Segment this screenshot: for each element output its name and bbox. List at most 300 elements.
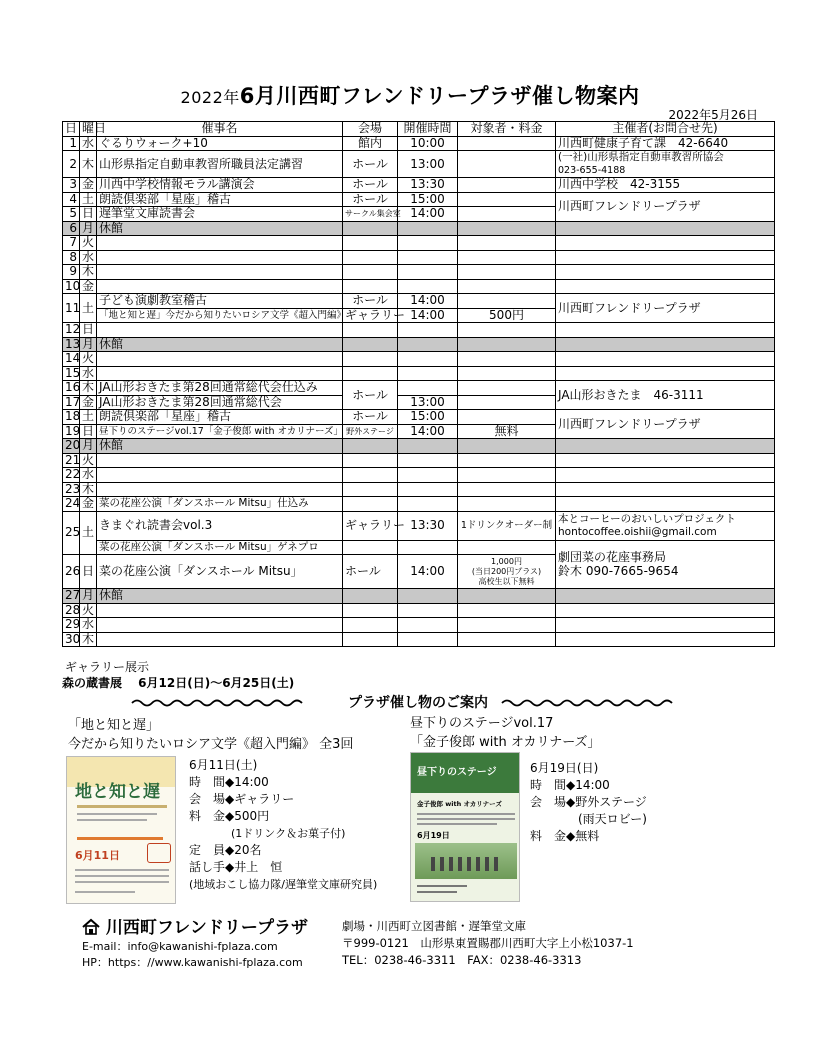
day-cell: 14 — [63, 352, 80, 367]
footer-address: 〒999-0121 山形県東置賜郡川西町大字上小松1037-1 — [342, 936, 634, 950]
event-cell — [97, 265, 343, 280]
fee-cell — [458, 323, 556, 338]
fee-cell — [458, 497, 556, 512]
table-row — [63, 151, 775, 178]
time-cell — [398, 221, 458, 236]
event1-title-line1: 「地と知と遅」 — [68, 718, 160, 733]
col-time: 開催時間 — [398, 122, 458, 137]
col-day: 日 — [63, 122, 80, 137]
col-event: 催事名 — [97, 122, 343, 137]
fee-cell — [458, 439, 556, 454]
footer-email[interactable]: E-mail：info@kawanishi-fplaza.com — [82, 940, 278, 953]
issued-date: 2022年5月26日 — [668, 108, 758, 122]
event2-time: 時 間◆14:00 — [530, 778, 610, 792]
flyer-date: 6月19日 — [417, 831, 450, 840]
event-cell: ぐるりウォーク+10 — [97, 136, 343, 151]
venue-cell — [343, 323, 398, 338]
event2-fee: 料 金◆無料 — [530, 829, 600, 843]
col-organizer: 主催者(お問合せ先) — [556, 122, 775, 137]
day-cell: 10 — [63, 279, 80, 294]
day-cell: 2 — [63, 151, 80, 178]
day-cell: 9 — [63, 265, 80, 280]
table-row — [63, 265, 775, 280]
fee-cell — [458, 151, 556, 178]
event-cell — [97, 352, 343, 367]
day-cell: 11 — [63, 294, 80, 323]
day-cell: 21 — [63, 453, 80, 468]
fee-line: 高校生以下無料 — [478, 576, 535, 586]
event1-flyer-image — [66, 756, 176, 904]
organizer-email: hontocoffee.oishii@gmail.com — [558, 525, 717, 538]
day-cell: 7 — [63, 236, 80, 251]
fee-cell — [458, 395, 556, 410]
event-cell: きまぐれ読書会vol.3 — [97, 511, 343, 540]
table-row — [63, 381, 775, 396]
organizer-cell — [556, 151, 775, 178]
time-cell — [398, 439, 458, 454]
weekday-cell: 木 — [80, 151, 97, 178]
venue-cell: 館内 — [343, 136, 398, 151]
organizer-cell — [556, 540, 775, 589]
flyer-date: 6月11日 — [75, 849, 120, 862]
fee-cell — [458, 410, 556, 425]
event1-title — [68, 716, 353, 754]
organizer-cell — [556, 497, 775, 512]
weekday-cell: 火 — [80, 453, 97, 468]
event2-details — [530, 760, 647, 845]
weekday-cell: 月 — [80, 221, 97, 236]
event-cell: 菜の花座公演「ダンスホール Mitsu」仕込み — [97, 497, 343, 512]
weekday-cell: 水 — [80, 366, 97, 381]
event1-fee-note: (1ドリンク＆お菓子付) — [231, 827, 346, 840]
venue-cell — [343, 337, 398, 352]
organizer-cell: 川西町フレンドリープラザ — [556, 410, 775, 439]
organizer-cell — [556, 366, 775, 381]
day-cell: 26 — [63, 555, 80, 589]
time-cell: 14:00 — [398, 308, 458, 323]
table-row-closed — [63, 439, 775, 454]
time-cell: 13:00 — [398, 395, 458, 410]
time-cell — [398, 236, 458, 251]
col-weekday: 曜日 — [80, 122, 97, 137]
time-cell — [398, 497, 458, 512]
organizer-cell — [556, 468, 775, 483]
fee-cell — [458, 453, 556, 468]
table-row — [63, 410, 775, 425]
time-cell: 13:30 — [398, 511, 458, 540]
organizer-cell — [556, 352, 775, 367]
venue-cell: サークル集会室 — [343, 207, 398, 222]
event-cell: JA山形おきたま第28回通常総代会 — [97, 395, 343, 410]
fee-line: 1,000円 — [491, 556, 522, 566]
event2-title-line2: 「金子俊郎 with オカリナーズ」 — [410, 735, 601, 750]
fee-line: (当日200円プラス) — [471, 566, 542, 576]
gallery-item: 森の蔵書展 6月12日(日)～6月25日(土) — [62, 676, 295, 690]
day-cell: 28 — [63, 603, 80, 618]
event-cell: 子ども演劇教室稽古 — [97, 294, 343, 309]
time-cell — [398, 632, 458, 647]
venue-cell: ギャラリー — [343, 511, 398, 540]
fee-cell — [458, 468, 556, 483]
time-cell: 15:00 — [398, 410, 458, 425]
weekday-cell: 月 — [80, 337, 97, 352]
time-cell — [398, 603, 458, 618]
event-cell: 菜の花座公演「ダンスホール Mitsu」ゲネプロ — [97, 540, 343, 555]
time-cell — [398, 323, 458, 338]
day-cell: 6 — [63, 221, 80, 236]
guide-heading — [62, 692, 774, 714]
day-cell: 18 — [63, 410, 80, 425]
organizer-cell — [556, 279, 775, 294]
day-cell: 23 — [63, 482, 80, 497]
day-cell: 13 — [63, 337, 80, 352]
fee-cell — [458, 207, 556, 222]
organizer-cell — [556, 482, 775, 497]
organizer-cell — [556, 453, 775, 468]
table-row — [63, 294, 775, 309]
guide-title: プラザ催し物のご案内 — [348, 695, 488, 711]
event-cell — [97, 250, 343, 265]
venue-cell — [343, 236, 398, 251]
event-cell: 休館 — [97, 589, 343, 604]
event-cell: 菜の花座公演「ダンスホール Mitsu」 — [97, 555, 343, 589]
venue-cell: ホール — [343, 555, 398, 589]
fee-cell — [458, 337, 556, 352]
weekday-cell: 木 — [80, 381, 97, 396]
weekday-cell: 日 — [80, 424, 97, 439]
event-cell: 昼下りのステージvol.17「金子俊郎 with オカリナーズ」 — [97, 424, 343, 439]
venue-cell — [343, 279, 398, 294]
logo-text: 川西町フレンドリープラザ — [105, 918, 308, 938]
event-cell: 朗読倶楽部「星座」稽古 — [97, 410, 343, 425]
day-cell: 4 — [63, 192, 80, 207]
table-row — [63, 632, 775, 647]
fee-cell — [458, 482, 556, 497]
flyer-subtitle: 金子俊郎 with オカリナーズ — [417, 800, 502, 808]
organizer-cell — [556, 589, 775, 604]
venue-cell — [343, 352, 398, 367]
venue-cell: ホール — [343, 381, 398, 410]
fee-cell — [458, 279, 556, 294]
venue-cell — [343, 250, 398, 265]
venue-cell — [343, 618, 398, 633]
event-cell: 川西中学校情報モラル講演会 — [97, 178, 343, 193]
time-cell: 13:30 — [398, 178, 458, 193]
venue-cell: ホール — [343, 410, 398, 425]
weekday-cell: 金 — [80, 395, 97, 410]
weekday-cell: 金 — [80, 497, 97, 512]
time-cell — [398, 618, 458, 633]
weekday-cell: 日 — [80, 555, 97, 589]
fee-cell: 無料 — [458, 424, 556, 439]
house-logo-icon — [82, 919, 100, 935]
weekday-cell: 火 — [80, 236, 97, 251]
venue-cell — [343, 439, 398, 454]
table-row-closed — [63, 589, 775, 604]
table-row-closed — [63, 221, 775, 236]
event-cell — [97, 453, 343, 468]
time-cell — [398, 265, 458, 280]
venue-cell: ホール — [343, 178, 398, 193]
footer-contact — [82, 939, 303, 971]
fee-cell — [458, 352, 556, 367]
fee-cell — [458, 555, 556, 589]
event-cell — [97, 323, 343, 338]
fee-cell — [458, 221, 556, 236]
table-row — [63, 136, 775, 151]
fee-cell — [458, 178, 556, 193]
event-cell: 休館 — [97, 337, 343, 352]
footer-tel: TEL：0238-46-3311 FAX：0238-46-3313 — [342, 953, 582, 967]
fee-cell — [458, 236, 556, 251]
event-cell: 山形県指定自動車教習所職員法定講習 — [97, 151, 343, 178]
organizer-cell — [556, 221, 775, 236]
venue-cell: ホール — [343, 192, 398, 207]
weekday-cell: 火 — [80, 603, 97, 618]
time-cell: 10:00 — [398, 136, 458, 151]
table-row — [63, 323, 775, 338]
time-cell: 15:00 — [398, 192, 458, 207]
venue-cell — [343, 366, 398, 381]
event1-fee: 料 金◆500円 — [189, 809, 270, 823]
organizer-name: (一社)山形県指定自動車教習所協会 — [558, 151, 724, 163]
event-cell: JA山形おきたま第28回通常総代会仕込み — [97, 381, 343, 396]
time-cell — [398, 381, 458, 396]
day-cell: 20 — [63, 439, 80, 454]
time-cell — [398, 366, 458, 381]
time-cell — [398, 589, 458, 604]
event1-time: 時 間◆14:00 — [189, 775, 269, 789]
event-cell: 休館 — [97, 221, 343, 236]
col-venue: 会場 — [343, 122, 398, 137]
fee-cell — [458, 192, 556, 207]
day-cell: 19 — [63, 424, 80, 439]
fee-cell — [458, 366, 556, 381]
table-row — [63, 352, 775, 367]
time-cell — [398, 468, 458, 483]
organizer-cell — [556, 323, 775, 338]
table-row — [63, 236, 775, 251]
time-cell — [398, 250, 458, 265]
day-cell: 25 — [63, 511, 80, 555]
day-cell: 22 — [63, 468, 80, 483]
event-cell — [97, 632, 343, 647]
venue-cell — [343, 632, 398, 647]
time-cell — [398, 352, 458, 367]
gallery-section — [62, 659, 294, 691]
organizer-cell — [556, 236, 775, 251]
organizer-cell — [556, 511, 775, 540]
table-row — [63, 279, 775, 294]
event2-date: 6月19日(日) — [530, 761, 599, 775]
table-row — [63, 540, 775, 555]
day-cell: 16 — [63, 381, 80, 396]
table-row — [63, 468, 775, 483]
organizer-phone: 鈴木 090-7665-9654 — [558, 564, 679, 579]
event2-venue: 会 場◆野外ステージ — [530, 795, 647, 809]
organizer-cell — [556, 603, 775, 618]
flyer-title: 昼下りのステージ — [417, 767, 497, 778]
fee-cell: 500円 — [458, 308, 556, 323]
organizer-cell — [556, 265, 775, 280]
day-cell: 17 — [63, 395, 80, 410]
event-cell — [97, 618, 343, 633]
venue-cell — [343, 482, 398, 497]
time-cell: 13:00 — [398, 151, 458, 178]
organizer-cell: 川西町フレンドリープラザ — [556, 192, 775, 221]
venue-cell — [343, 603, 398, 618]
weekday-cell: 土 — [80, 192, 97, 207]
fee-cell — [458, 294, 556, 309]
weekday-cell: 水 — [80, 618, 97, 633]
organizer-cell — [556, 618, 775, 633]
event-cell — [97, 603, 343, 618]
table-row — [63, 482, 775, 497]
fee-cell: 1ドリンクオーダー制 — [458, 511, 556, 540]
weekday-cell: 火 — [80, 352, 97, 367]
event1-speaker-note: (地域おこし協力隊/遅筆堂文庫研究員) — [189, 878, 378, 891]
event-cell: 休館 — [97, 439, 343, 454]
schedule-table — [62, 121, 775, 647]
table-row — [63, 192, 775, 207]
event-cell — [97, 236, 343, 251]
footer-address-block — [342, 918, 634, 969]
time-cell — [398, 540, 458, 555]
event1-capacity: 定 員◆20名 — [189, 843, 262, 857]
time-cell — [398, 453, 458, 468]
col-fee: 対象者・料金 — [458, 122, 556, 137]
table-row — [63, 453, 775, 468]
footer-logo — [82, 913, 308, 938]
event-cell — [97, 468, 343, 483]
event-cell — [97, 482, 343, 497]
fee-cell — [458, 632, 556, 647]
venue-cell: ギャラリー — [343, 308, 398, 323]
weekday-cell: 木 — [80, 482, 97, 497]
time-cell — [398, 279, 458, 294]
event2-flyer-image — [410, 752, 520, 902]
weekday-cell: 土 — [80, 294, 97, 323]
organizer-cell — [556, 337, 775, 352]
time-cell: 14:00 — [398, 555, 458, 589]
wave-divider-right — [502, 698, 672, 708]
day-cell: 12 — [63, 323, 80, 338]
organizer-cell — [556, 632, 775, 647]
table-header-row — [63, 122, 775, 137]
fee-cell — [458, 603, 556, 618]
weekday-cell: 土 — [80, 511, 97, 555]
event-cell — [97, 279, 343, 294]
weekday-cell: 水 — [80, 468, 97, 483]
table-row — [63, 618, 775, 633]
fee-cell — [458, 265, 556, 280]
time-cell — [398, 482, 458, 497]
event1-speaker: 話し手◆井上 恒 — [189, 860, 283, 874]
venue-cell — [343, 265, 398, 280]
event1-venue: 会 場◆ギャラリー — [189, 792, 295, 806]
time-cell — [398, 337, 458, 352]
venue-cell: ホール — [343, 151, 398, 178]
weekday-cell: 月 — [80, 439, 97, 454]
event-cell: 朗読倶楽部「星座」稽古 — [97, 192, 343, 207]
organizer-phone: 023-655-4188 — [558, 165, 626, 176]
weekday-cell: 金 — [80, 178, 97, 193]
event1-details — [189, 757, 377, 893]
event-cell — [97, 366, 343, 381]
gallery-heading: ギャラリー展示 — [65, 660, 150, 674]
venue-cell — [343, 497, 398, 512]
flyer-title: 地と知と遅 — [75, 782, 160, 802]
weekday-cell: 木 — [80, 632, 97, 647]
fee-cell — [458, 250, 556, 265]
day-cell: 3 — [63, 178, 80, 193]
weekday-cell: 水 — [80, 136, 97, 151]
fee-cell — [458, 589, 556, 604]
day-cell: 27 — [63, 589, 80, 604]
weekday-cell: 水 — [80, 250, 97, 265]
event2-title-line1: 昼下りのステージvol.17 — [410, 716, 554, 731]
organizer-cell — [556, 250, 775, 265]
weekday-cell: 木 — [80, 265, 97, 280]
fee-cell — [458, 618, 556, 633]
table-row — [63, 603, 775, 618]
venue-cell — [343, 540, 398, 555]
weekday-cell: 土 — [80, 410, 97, 425]
venue-cell — [343, 468, 398, 483]
day-cell: 5 — [63, 207, 80, 222]
venue-cell — [343, 589, 398, 604]
time-cell: 14:00 — [398, 207, 458, 222]
table-row — [63, 511, 775, 540]
time-cell: 14:00 — [398, 294, 458, 309]
event1-title-line2: 今だから知りたいロシア文学《超入門編》 全3回 — [68, 737, 354, 752]
event-cell: 「地と知と遅」今だから知りたいロシア文学《超入門編》 — [97, 308, 343, 323]
title-year: 2022年 — [180, 88, 240, 107]
day-cell: 29 — [63, 618, 80, 633]
day-cell: 30 — [63, 632, 80, 647]
weekday-cell: 月 — [80, 589, 97, 604]
footer-homepage[interactable]: HP：https：//www.kawanishi-fplaza.com — [82, 956, 303, 969]
title-main: 6月川西町フレンドリープラザ催し物案内 — [239, 84, 640, 108]
organizer-cell — [556, 439, 775, 454]
fee-cell — [458, 540, 556, 555]
event2-title — [410, 714, 601, 752]
venue-cell — [343, 221, 398, 236]
weekday-cell: 日 — [80, 323, 97, 338]
event1-date: 6月11日(土) — [189, 758, 258, 772]
table-row — [63, 250, 775, 265]
fee-cell — [458, 136, 556, 151]
venue-cell — [343, 453, 398, 468]
table-row — [63, 178, 775, 193]
time-cell: 14:00 — [398, 424, 458, 439]
day-cell: 1 — [63, 136, 80, 151]
table-row — [63, 366, 775, 381]
organizer-cell: JA山形おきたま 46-3111 — [556, 381, 775, 410]
organizer-cell: 川西町健康子育て課 42-6640 — [556, 136, 775, 151]
table-row-closed — [63, 337, 775, 352]
event2-venue-note: (雨天ロビー) — [578, 812, 647, 826]
fee-cell — [458, 381, 556, 396]
organizer-cell: 川西中学校 42-3155 — [556, 178, 775, 193]
venue-cell: ホール — [343, 294, 398, 309]
table-row — [63, 497, 775, 512]
event-cell: 遅筆堂文庫読書会 — [97, 207, 343, 222]
day-cell: 24 — [63, 497, 80, 512]
day-cell: 8 — [63, 250, 80, 265]
organizer-cell: 川西町フレンドリープラザ — [556, 294, 775, 323]
weekday-cell: 日 — [80, 207, 97, 222]
